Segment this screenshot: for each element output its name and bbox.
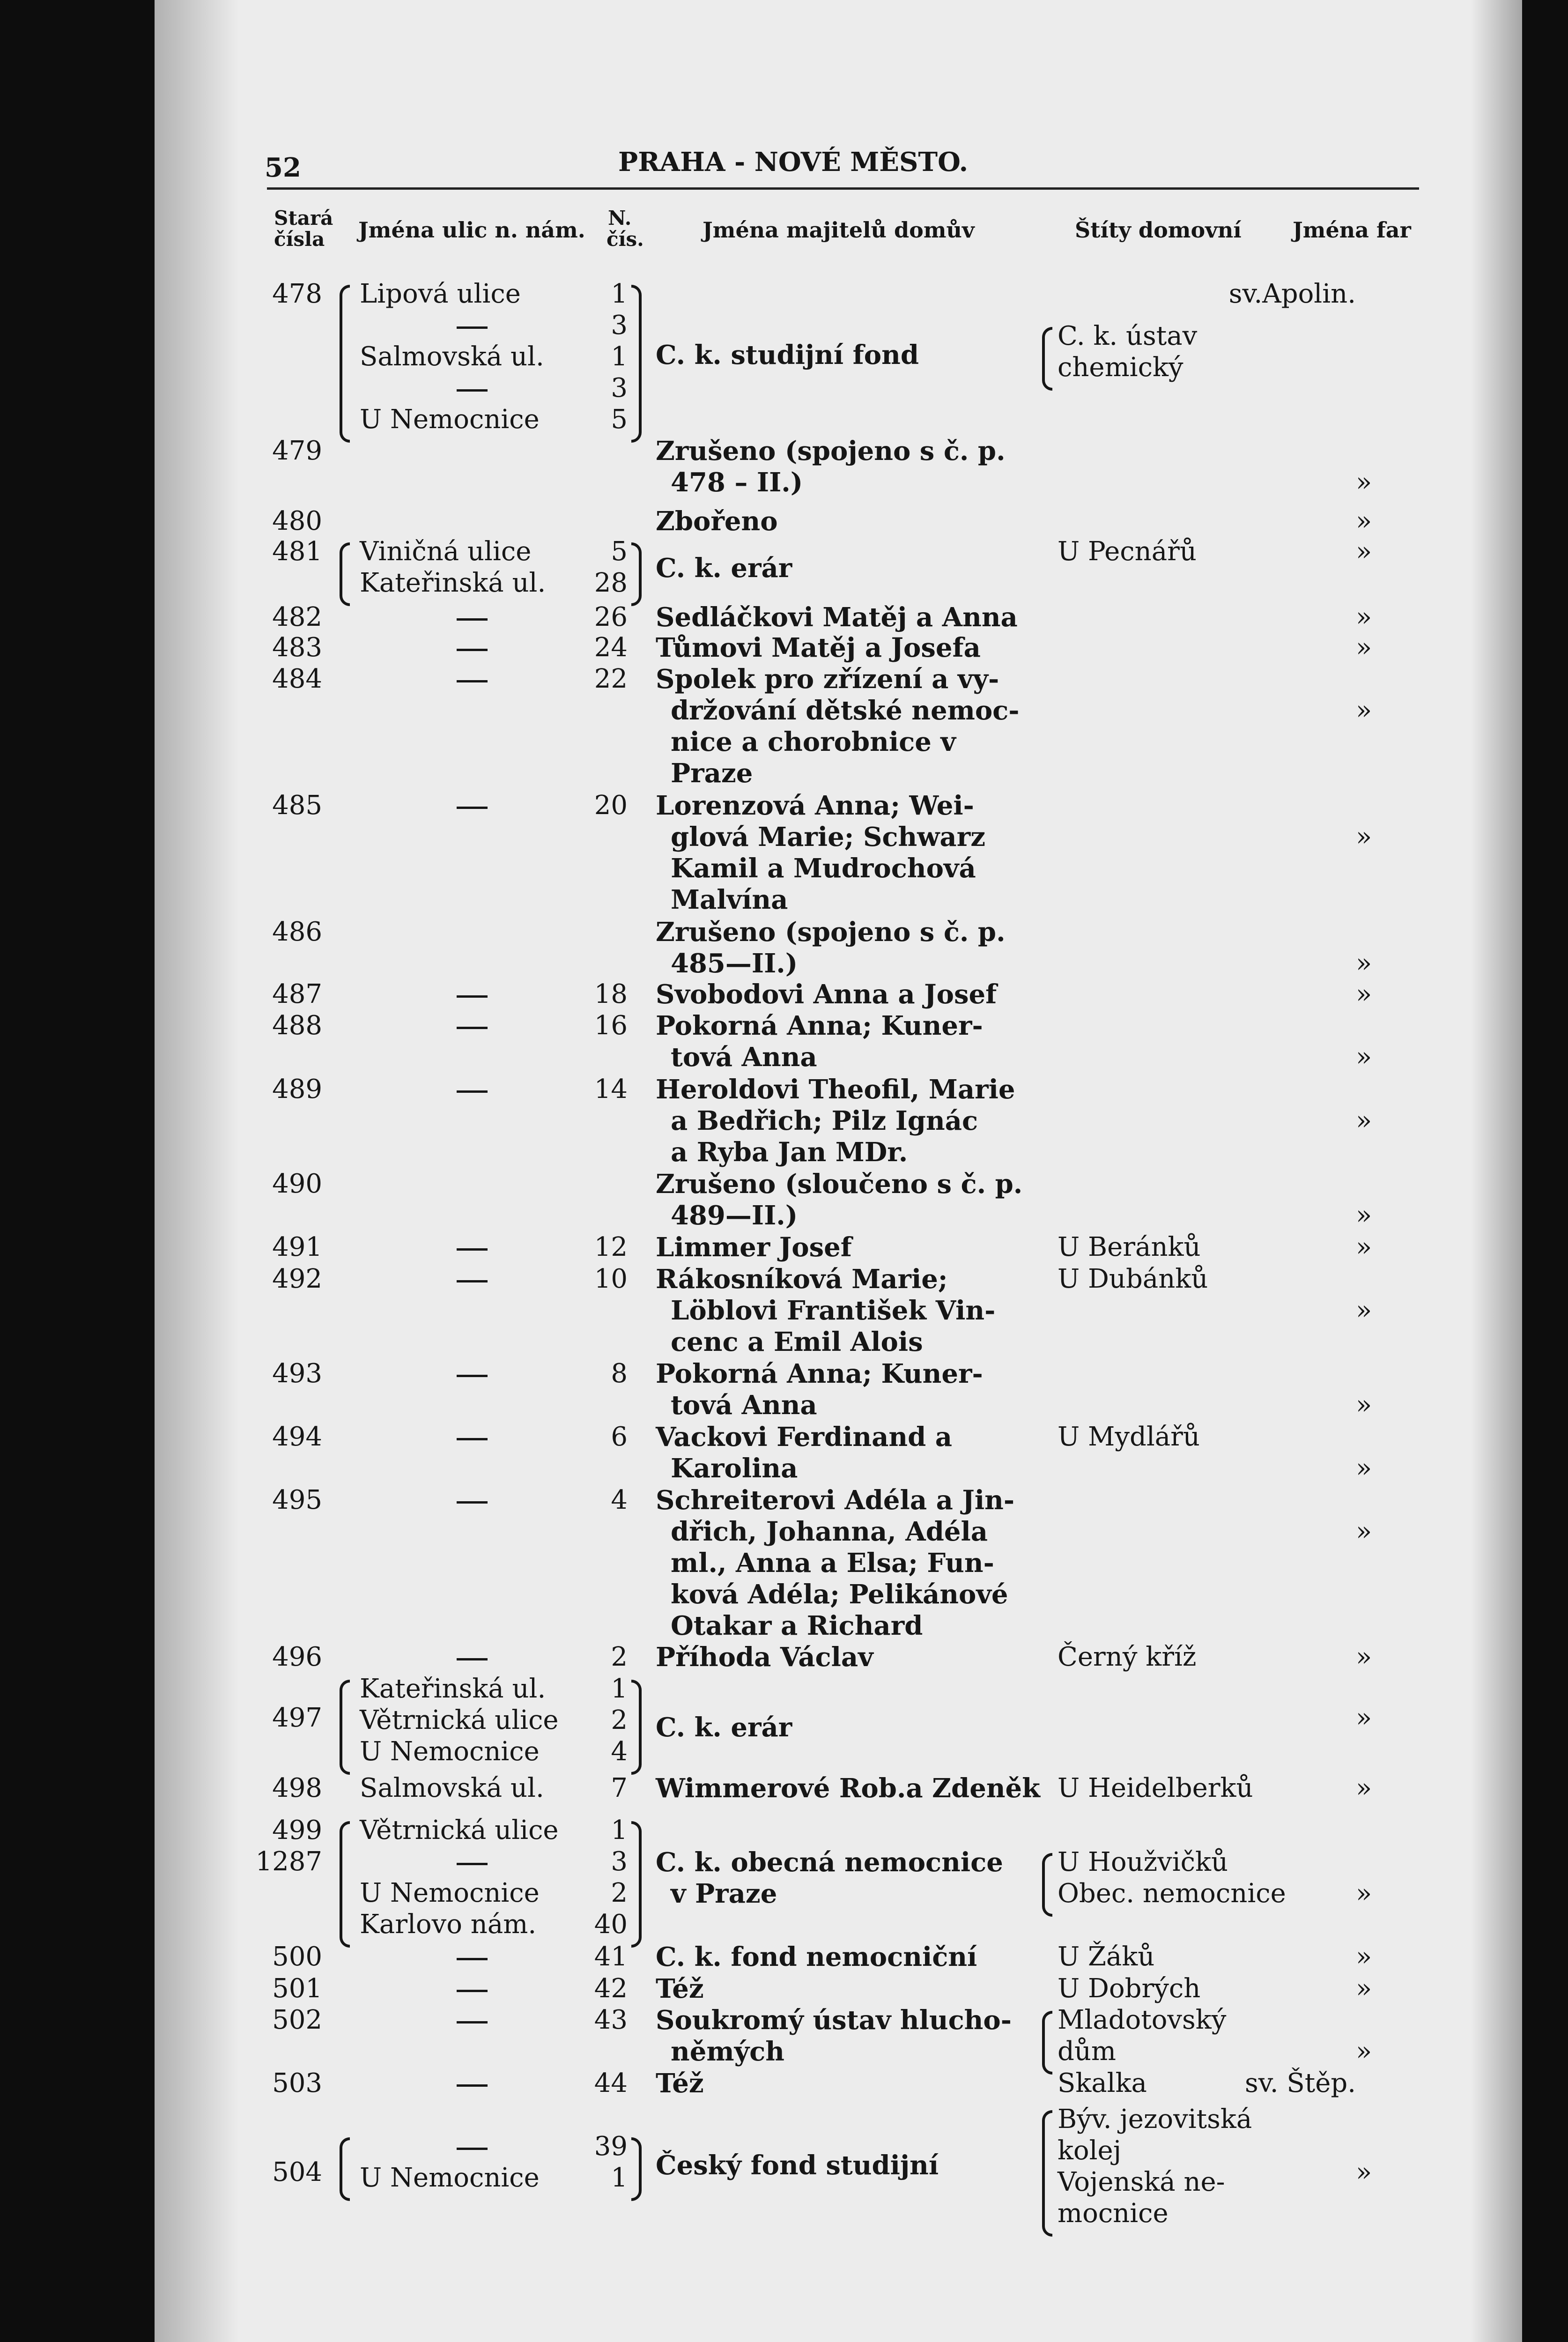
owner-line: Lorenzová Anna; Wei- xyxy=(656,790,974,821)
owner-line: C. k. obecná nemocnice xyxy=(656,1847,1003,1878)
brace-left xyxy=(1042,2110,1052,2237)
ditto-dash xyxy=(457,649,488,651)
col-old-number: Stará xyxy=(274,207,333,230)
house-sign: U Beránků xyxy=(1058,1232,1201,1262)
owner-line: Pokorná Anna; Kuner- xyxy=(656,1358,983,1389)
owner-line: C. k. erár xyxy=(656,1712,792,1743)
house-number: 44 xyxy=(594,2068,628,2098)
col-owners: Jména majitelů domův xyxy=(703,217,975,243)
street-name: U Nemocnice xyxy=(360,1878,540,1908)
ditto-dash xyxy=(457,995,488,998)
old-number: 486 xyxy=(272,917,322,947)
parish-name: » xyxy=(1356,2157,1372,2187)
parish-name: » xyxy=(1356,632,1372,663)
ditto-dash xyxy=(457,2084,488,2087)
house-number: 2 xyxy=(611,1878,628,1908)
ditto-dash xyxy=(457,1501,488,1504)
ditto-dash xyxy=(457,1863,488,1865)
parish-name: » xyxy=(1356,1453,1372,1483)
old-number: 491 xyxy=(272,1232,322,1262)
col-streets: Jména ulic n. nám. xyxy=(358,217,585,243)
house-sign: U Dobrých xyxy=(1058,1973,1201,2004)
owner-line: Též xyxy=(656,1973,704,2004)
page-title: PRAHA - NOVÉ MĚSTO. xyxy=(618,147,969,178)
col-signs: Štíty domovní xyxy=(1075,217,1242,243)
old-number: 498 xyxy=(272,1773,322,1803)
parish-name: » xyxy=(1356,695,1372,726)
owner-line: Pokorná Anna; Kuner- xyxy=(656,1010,983,1041)
old-number: 483 xyxy=(272,632,322,663)
owner-line: Heroldovi Theofil, Marie xyxy=(656,1074,1015,1105)
house-sign: U Dubánků xyxy=(1058,1264,1208,1294)
old-number: 488 xyxy=(272,1010,322,1041)
house-sign: Býv. jezovitská xyxy=(1058,2104,1252,2134)
house-number: 3 xyxy=(611,310,628,341)
brace-left xyxy=(340,1680,350,1775)
parish-name: » xyxy=(1356,2036,1372,2067)
owner-line: C. k. erár xyxy=(656,553,792,584)
ditto-dash xyxy=(457,1658,488,1660)
house-number: 1 xyxy=(611,341,628,372)
brace-right xyxy=(631,1821,642,1948)
old-number: 503 xyxy=(272,2068,322,2098)
old-number: 500 xyxy=(272,1942,322,1972)
owner-line: Kamil a Mudrochová xyxy=(671,853,976,884)
house-number: 8 xyxy=(611,1358,628,1389)
street-name: Větrnická ulice xyxy=(360,1815,559,1845)
owner-line: 478 – II.) xyxy=(671,467,803,498)
street-name: Lipová ulice xyxy=(360,279,521,309)
owner-line: tová Anna xyxy=(671,1390,817,1421)
parish-name: » xyxy=(1356,467,1372,497)
header-rule xyxy=(267,187,1419,190)
ditto-dash xyxy=(457,1248,488,1251)
owner-line: Schreiterovi Adéla a Jin- xyxy=(656,1485,1015,1516)
brace-left xyxy=(1042,327,1052,391)
brace-left xyxy=(340,2137,350,2201)
parish-name: » xyxy=(1356,948,1372,978)
owner-line: Vackovi Ferdinand a xyxy=(656,1422,953,1453)
owner-line: Též xyxy=(656,2068,704,2099)
col-old-number: čísla xyxy=(274,228,325,251)
old-number: 501 xyxy=(272,1973,322,2004)
street-name: U Nemocnice xyxy=(360,404,540,435)
parish-name: » xyxy=(1356,1042,1372,1072)
house-number: 1 xyxy=(611,279,628,309)
old-number: 495 xyxy=(272,1485,322,1515)
house-sign: U Heidelberků xyxy=(1058,1773,1253,1803)
ditto-dash xyxy=(457,1990,488,1992)
old-number: 489 xyxy=(272,1074,322,1104)
house-number: 3 xyxy=(611,373,628,403)
brace-left xyxy=(1042,2011,1052,2075)
brace-right xyxy=(631,542,642,606)
street-name: Karlovo nám. xyxy=(360,1909,537,1940)
ditto-dash xyxy=(457,1375,488,1377)
house-sign: Vojenská ne- xyxy=(1058,2167,1225,2197)
col-new-number: čís. xyxy=(606,228,644,251)
parish-name: » xyxy=(1356,1973,1372,2004)
col-new-number: N. xyxy=(608,207,632,230)
old-number: 479 xyxy=(272,436,322,466)
owner-line: C. k. fond nemocniční xyxy=(656,1942,977,1972)
owner-line: Wimmerové Rob.a Zdeněk xyxy=(656,1773,1040,1804)
parish-name: » xyxy=(1356,602,1372,632)
owner-line: Praze xyxy=(671,758,753,789)
street-name: Kateřinská ul. xyxy=(360,568,546,598)
owner-line: ml., Anna a Elsa; Fun- xyxy=(671,1548,994,1579)
street-name: Viničná ulice xyxy=(360,536,532,567)
owner-line: Spolek pro zřízení a vy- xyxy=(656,664,999,695)
house-number: 22 xyxy=(594,664,628,694)
house-sign: U Žáků xyxy=(1058,1942,1155,1972)
owner-line: dřich, Johanna, Adéla xyxy=(671,1516,988,1547)
house-sign: Černý kříž xyxy=(1058,1642,1197,1672)
owner-line: v Praze xyxy=(671,1878,777,1909)
house-number: 12 xyxy=(594,1232,628,1262)
house-number: 26 xyxy=(594,602,628,632)
owner-line: Rákosníková Marie; xyxy=(656,1264,948,1295)
house-number: 1 xyxy=(611,2163,628,2193)
brace-right xyxy=(631,285,642,443)
old-number: 478 xyxy=(272,279,322,309)
house-number: 1 xyxy=(611,1674,628,1704)
house-number: 7 xyxy=(611,1773,628,1803)
house-number: 4 xyxy=(611,1485,628,1515)
old-number: 484 xyxy=(272,664,322,694)
parish-name: » xyxy=(1356,1642,1372,1672)
parish-name: » xyxy=(1356,1942,1372,1972)
owner-line: Otakar a Richard xyxy=(671,1610,923,1641)
old-number: 492 xyxy=(272,1264,322,1294)
street-name: Kateřinská ul. xyxy=(360,1674,546,1704)
old-number: 481 xyxy=(272,536,322,567)
house-number: 5 xyxy=(611,536,628,567)
house-number: 1 xyxy=(611,1815,628,1845)
ditto-dash xyxy=(457,389,488,392)
ditto-dash xyxy=(457,326,488,329)
old-number: 487 xyxy=(272,979,322,1009)
house-number: 24 xyxy=(594,632,628,663)
house-sign: U Mydlářů xyxy=(1058,1422,1200,1452)
brace-right xyxy=(631,1680,642,1775)
old-number: 494 xyxy=(272,1422,322,1452)
house-sign: chemický xyxy=(1058,352,1183,383)
parish-name: » xyxy=(1356,506,1372,536)
parish-name: sv. Štěp. xyxy=(1245,2068,1356,2098)
house-number: 6 xyxy=(611,1422,628,1452)
col-parish: Jména far xyxy=(1293,217,1411,243)
owner-line: Tůmovi Matěj a Josefa xyxy=(656,632,981,663)
owner-line: Sedláčkovi Matěj a Anna xyxy=(656,602,1018,633)
owner-line: a Bedřich; Pilz Ignác xyxy=(671,1105,978,1136)
house-sign: mocnice xyxy=(1058,2198,1169,2229)
owner-line: Český fond studijní xyxy=(656,2150,939,2181)
house-sign: U Houžvičků xyxy=(1058,1847,1228,1877)
ditto-dash xyxy=(457,2021,488,2023)
brace-left xyxy=(340,1821,350,1948)
street-name: Salmovská ul. xyxy=(360,1773,544,1803)
page-shadow-right xyxy=(1471,0,1522,2342)
owner-line: Malvína xyxy=(671,884,788,915)
house-number: 39 xyxy=(594,2131,628,2162)
house-number: 28 xyxy=(594,568,628,598)
house-number: 4 xyxy=(611,1736,628,1767)
ditto-dash xyxy=(457,1090,488,1093)
parish-name: sv.Apolin. xyxy=(1228,279,1356,309)
old-number: 485 xyxy=(272,790,322,821)
page-shadow-left xyxy=(155,0,239,2342)
ditto-dash xyxy=(457,2148,488,2150)
owner-line: Zbořeno xyxy=(656,506,778,537)
house-number: 41 xyxy=(594,1942,628,1972)
parish-name: » xyxy=(1356,1703,1372,1733)
brace-right xyxy=(631,2137,642,2201)
ditto-dash xyxy=(457,807,488,809)
old-number: 1287 xyxy=(255,1846,322,1877)
house-number: 43 xyxy=(594,2005,628,2035)
house-number: 10 xyxy=(594,1264,628,1294)
ditto-dash xyxy=(457,1438,488,1440)
house-sign: C. k. ústav xyxy=(1058,321,1198,351)
owner-line: cenc a Emil Alois xyxy=(671,1327,923,1357)
house-sign: kolej xyxy=(1058,2135,1122,2166)
owner-line: glová Marie; Schwarz xyxy=(671,822,985,852)
old-number: 499 xyxy=(272,1815,322,1845)
house-sign: Skalka xyxy=(1058,2068,1147,2098)
parish-name: » xyxy=(1356,979,1372,1009)
owner-line: ková Adéla; Pelikánové xyxy=(671,1579,1008,1610)
parish-name: » xyxy=(1356,1390,1372,1420)
house-sign: Obec. nemocnice xyxy=(1058,1878,1286,1909)
owner-line: 489—II.) xyxy=(671,1200,798,1231)
owner-line: tová Anna xyxy=(671,1042,817,1073)
page-number: 52 xyxy=(265,152,301,183)
owner-line: nice a chorobnice v xyxy=(671,726,956,757)
brace-left xyxy=(340,285,350,443)
house-number: 16 xyxy=(594,1010,628,1041)
house-number: 20 xyxy=(594,790,628,821)
owner-line: Karolina xyxy=(671,1453,798,1484)
parish-name: » xyxy=(1356,536,1372,567)
house-number: 5 xyxy=(611,404,628,435)
old-number: 504 xyxy=(272,2157,322,2187)
ditto-dash xyxy=(457,1027,488,1029)
owner-line: a Ryba Jan MDr. xyxy=(671,1137,908,1168)
parish-name: » xyxy=(1356,1878,1372,1909)
owner-line: Zrušeno (sloučeno s č. p. xyxy=(656,1169,1023,1200)
old-number: 482 xyxy=(272,602,322,632)
house-number: 3 xyxy=(611,1846,628,1877)
house-number: 2 xyxy=(611,1705,628,1735)
house-number: 40 xyxy=(594,1909,628,1940)
parish-name: » xyxy=(1356,1295,1372,1326)
brace-left xyxy=(1042,1853,1052,1917)
parish-name: » xyxy=(1356,1105,1372,1136)
ditto-dash xyxy=(457,1280,488,1282)
ditto-dash xyxy=(457,1958,488,1960)
parish-name: » xyxy=(1356,1516,1372,1547)
house-number: 42 xyxy=(594,1973,628,2004)
owner-line: Limmer Josef xyxy=(656,1232,852,1263)
old-number: 502 xyxy=(272,2005,322,2035)
street-name: U Nemocnice xyxy=(360,1736,540,1767)
street-name: U Nemocnice xyxy=(360,2163,540,2193)
owner-line: Soukromý ústav hlucho- xyxy=(656,2005,1012,2036)
street-name: Salmovská ul. xyxy=(360,341,544,372)
owner-line: držování dětské nemoc- xyxy=(671,695,1020,726)
house-number: 14 xyxy=(594,1074,628,1104)
owner-line: Zrušeno (spojeno s č. p. xyxy=(656,436,1006,467)
owner-line: němých xyxy=(671,2036,784,2067)
old-number: 480 xyxy=(272,506,322,536)
ditto-dash xyxy=(457,680,488,682)
house-sign: Mladotovský xyxy=(1058,2005,1227,2035)
old-number: 496 xyxy=(272,1642,322,1672)
owner-line: C. k. studijní fond xyxy=(656,340,919,371)
ditto-dash xyxy=(457,618,488,621)
parish-name: » xyxy=(1356,822,1372,852)
house-number: 18 xyxy=(594,979,628,1009)
owner-line: Löblovi František Vin- xyxy=(671,1295,996,1326)
old-number: 497 xyxy=(272,1703,322,1733)
street-name: Větrnická ulice xyxy=(360,1705,559,1735)
owner-line: Příhoda Václav xyxy=(656,1642,873,1673)
owner-line: 485—II.) xyxy=(671,948,798,979)
old-number: 493 xyxy=(272,1358,322,1389)
house-number: 2 xyxy=(611,1642,628,1672)
owner-line: Zrušeno (spojeno s č. p. xyxy=(656,917,1006,948)
owner-line: Svobodovi Anna a Josef xyxy=(656,979,997,1010)
brace-left xyxy=(340,542,350,606)
parish-name: » xyxy=(1356,1232,1372,1262)
parish-name: » xyxy=(1356,1200,1372,1230)
parish-name: » xyxy=(1356,1773,1372,1803)
house-sign: U Pecnářů xyxy=(1058,536,1197,567)
old-number: 490 xyxy=(272,1169,322,1199)
house-sign: dům xyxy=(1058,2036,1117,2067)
